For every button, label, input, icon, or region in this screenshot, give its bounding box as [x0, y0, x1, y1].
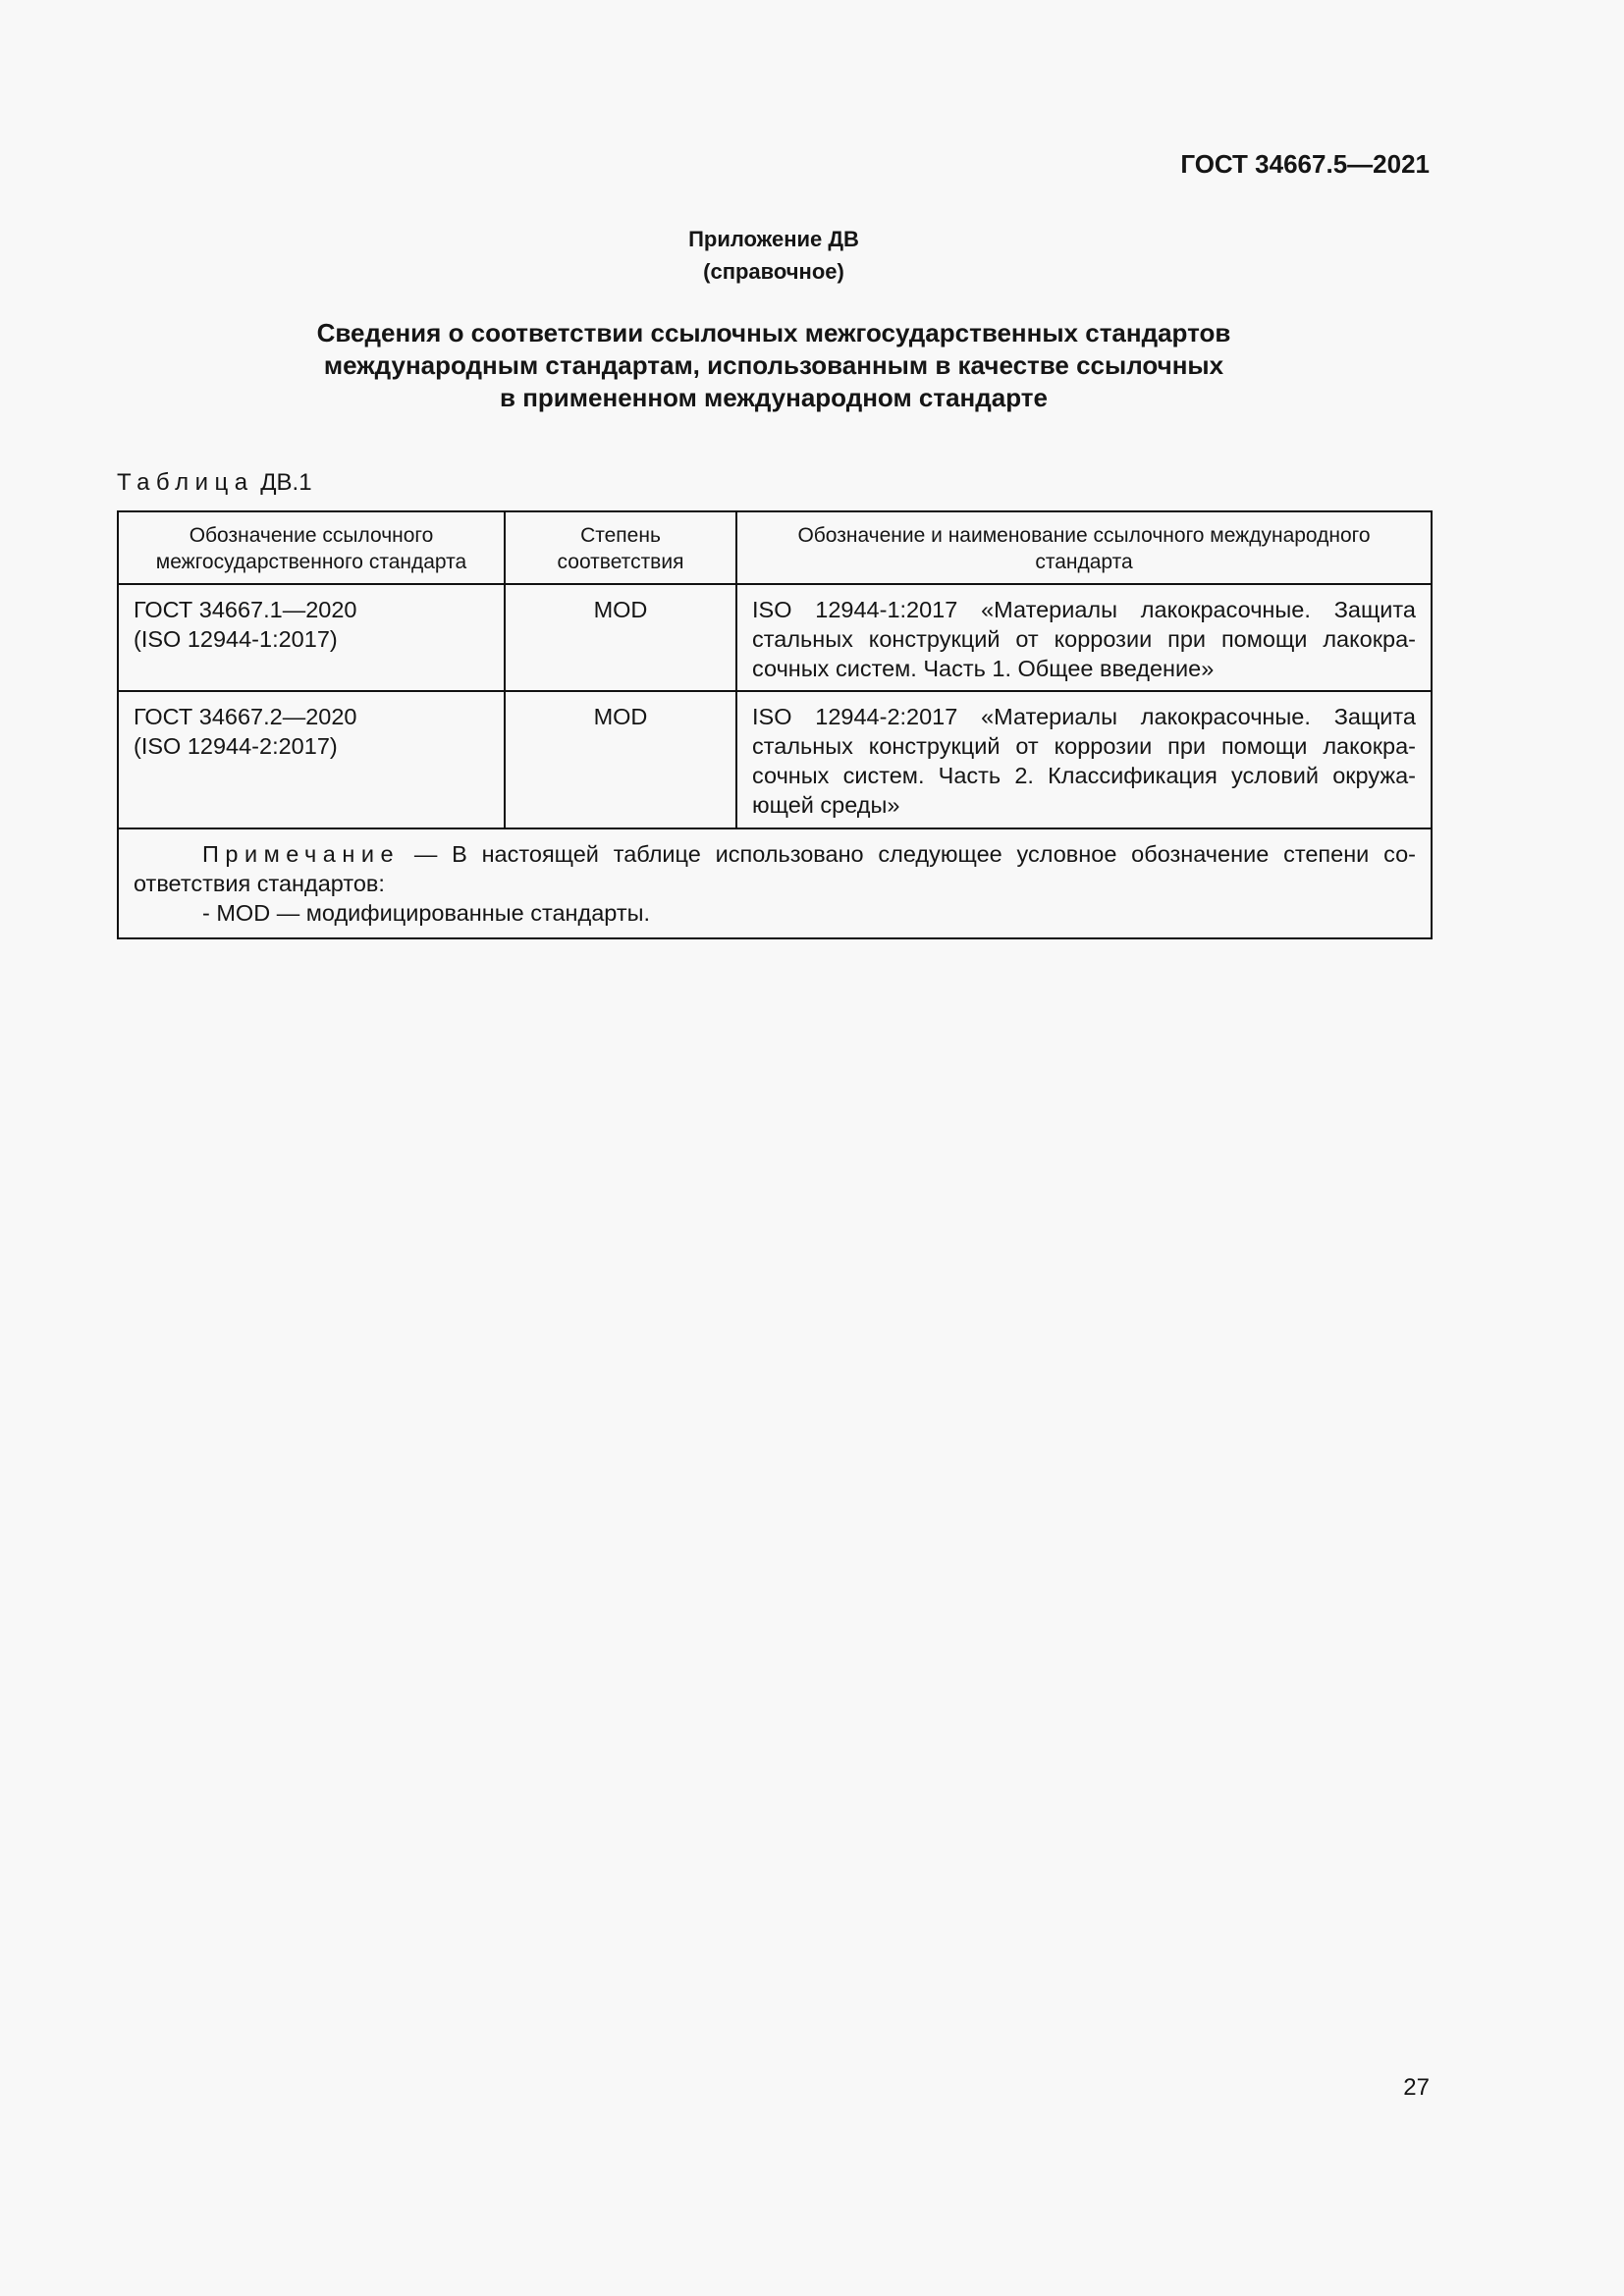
table-note-row — [118, 828, 1432, 938]
appendix-heading — [117, 223, 1431, 288]
header-line: стандарта — [1035, 551, 1133, 573]
header-cell-interstate-standard — [118, 511, 505, 584]
header-line: Степень — [580, 524, 661, 547]
header-line: Обозначение и наименование ссылочного международного — [797, 524, 1371, 547]
header-line: межгосударственного стандарта — [155, 551, 467, 573]
table-note — [118, 828, 1432, 938]
section-title — [117, 317, 1431, 414]
table-row — [118, 691, 1432, 828]
cell-line: MOD — [593, 704, 648, 729]
cell-line: сочных систем. Часть 1. Общее введение» — [752, 656, 1215, 681]
cell-degree — [505, 691, 736, 828]
cell-line: ГОСТ 34667.2—2020 — [134, 704, 357, 729]
note-line: ответствия стандартов: — [134, 871, 385, 896]
table-caption-number: ДВ.1 — [260, 469, 312, 496]
cell-line: ISO 12944-2:2017 «Материалы лакокрасочные. Защита — [752, 704, 1416, 729]
section-title-line: в примененном международном стандарте — [500, 383, 1048, 412]
appendix-title: Приложение ДВ — [688, 227, 859, 251]
section-title-line: международным стандартам, использованным в качестве ссылочных — [323, 350, 1224, 380]
cell-line: ISO 12944-1:2017 «Материалы лакокрасочные. Защита — [752, 597, 1416, 622]
section-title-line: Сведения о соответствии ссылочных межгосударственных стандартов — [316, 318, 1231, 347]
table-row — [118, 584, 1432, 691]
cell-interstate-standard — [118, 691, 505, 828]
cell-line: (ISO 12944-2:2017) — [134, 733, 338, 759]
cell-line: сочных систем. Часть 2. Классификация условий окружа- — [752, 763, 1416, 788]
cell-line: ющей среды» — [752, 792, 900, 818]
cell-international-standard — [736, 691, 1432, 828]
cell-line: стальных конструкций от коррозии при помощи лакокра- — [752, 626, 1416, 652]
cell-interstate-standard — [118, 584, 505, 691]
table-caption — [117, 468, 312, 498]
cell-international-standard — [736, 584, 1432, 691]
note-line: - MOD — модифицированные стандарты. — [202, 900, 651, 926]
cell-line: (ISO 12944-1:2017) — [134, 626, 338, 652]
table-header-row — [118, 511, 1432, 584]
note-line — [134, 839, 1416, 869]
cell-line: ГОСТ 34667.1—2020 — [134, 597, 357, 622]
header-cell-degree — [505, 511, 736, 584]
header-line: Обозначение ссылочного — [189, 524, 434, 547]
note-label: Примечание — [202, 841, 401, 867]
cell-line: стальных конструкций от коррозии при помощи лакокра- — [752, 733, 1416, 759]
document-code: ГОСТ 34667.5—2021 — [1180, 149, 1430, 179]
references-table — [117, 510, 1433, 939]
header-cell-international-standard — [736, 511, 1432, 584]
cell-line: MOD — [593, 597, 648, 622]
cell-degree — [505, 584, 736, 691]
table-caption-label: Таблица — [117, 469, 254, 496]
page-number: 27 — [1403, 2074, 1430, 2101]
note-text: — В настоящей таблице использовано следующее условное обозначение степени со- — [413, 841, 1417, 867]
appendix-status: (справочное) — [703, 259, 844, 284]
header-line: соответствия — [557, 551, 684, 573]
